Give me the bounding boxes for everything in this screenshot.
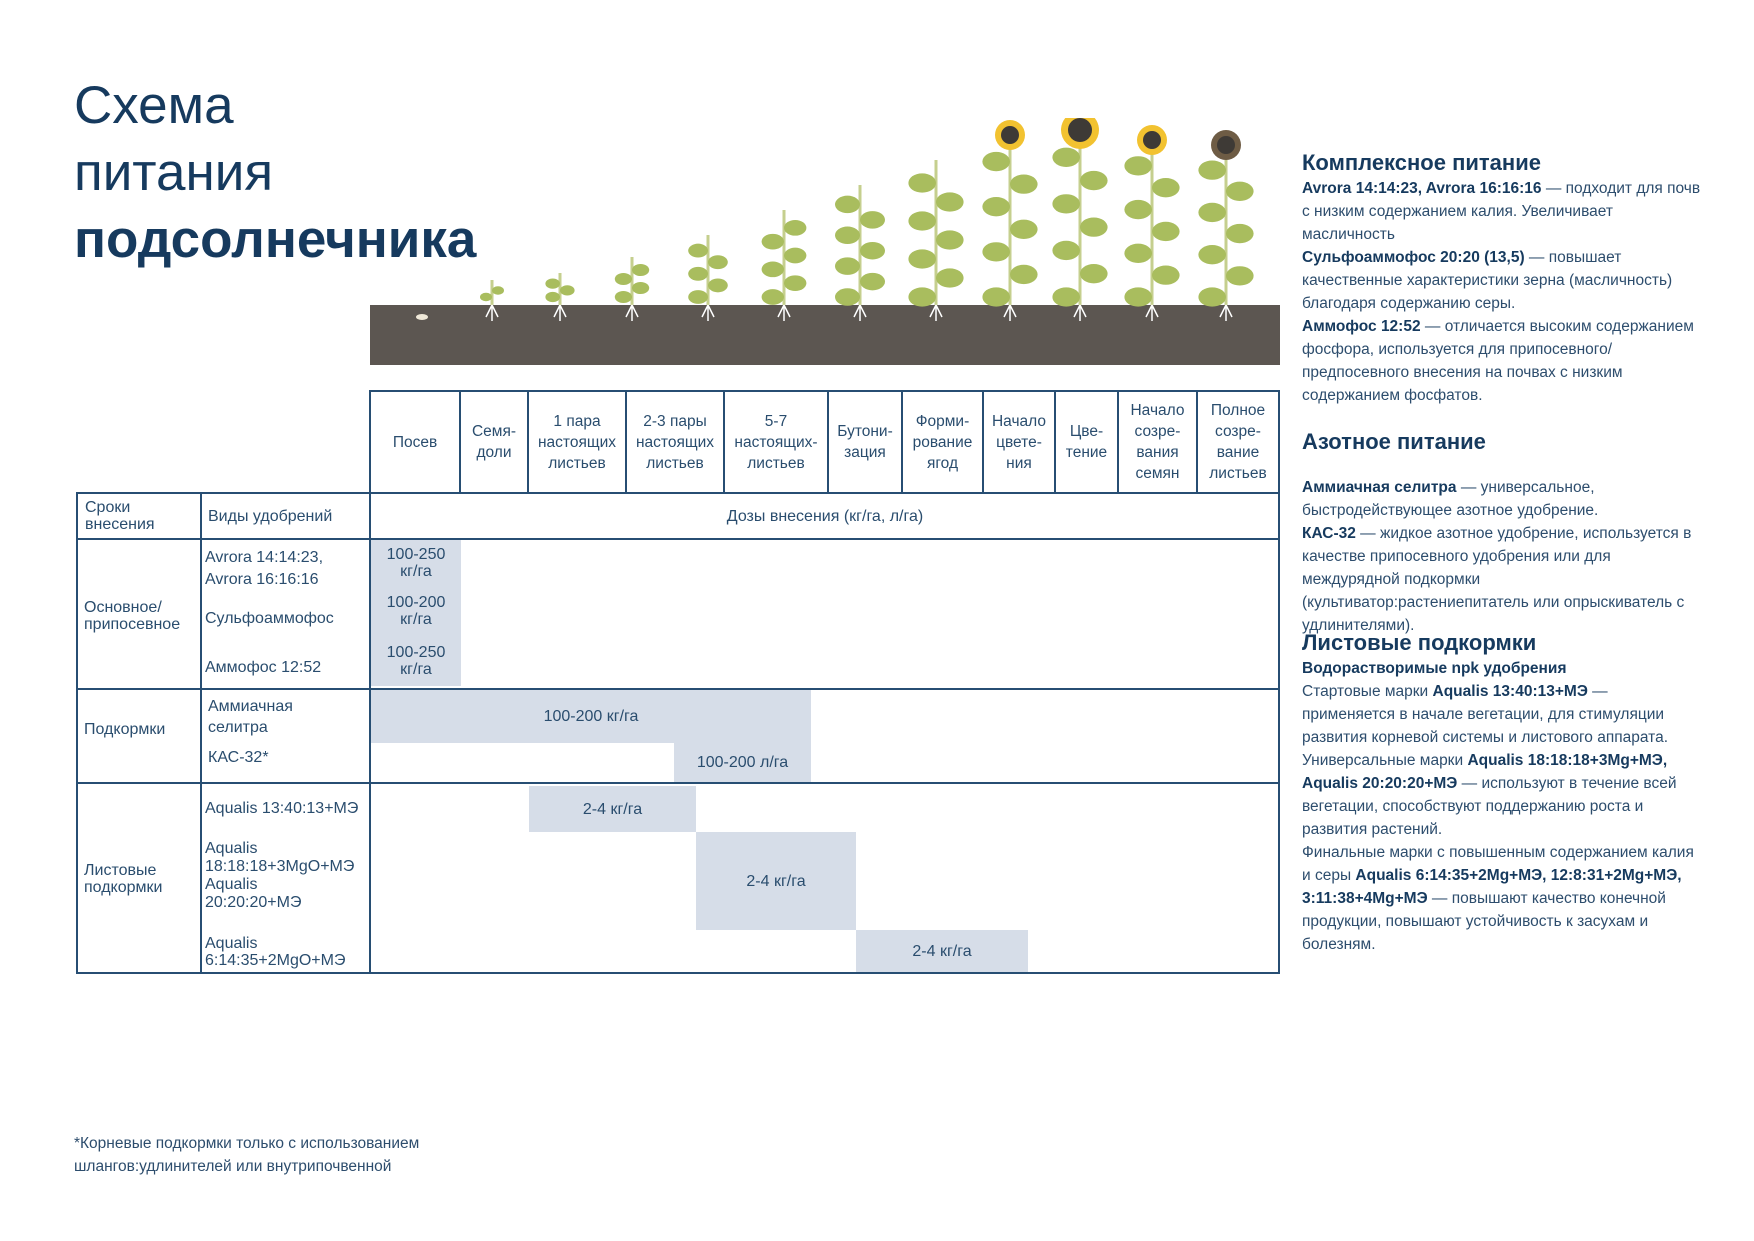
foliar-p2: Универсальные марки Aqualis 18:18:18+3Mg+МЭ, Aqualis 20:20:20+МЭ — используют в течение всей вегетации, способствуют поддержанию роста и развития растений. — [1302, 752, 1677, 838]
title-line-2: питания — [74, 143, 274, 202]
dose-ammonium-nitrate: 100-200 кг/га — [371, 690, 811, 743]
sidebar-foliar — [1302, 629, 1702, 956]
foliar-heading: Листовые подкормки — [1302, 630, 1537, 655]
dose-aqualis-13-40-13: 2-4 кг/га — [529, 786, 696, 832]
stage-first-pair: 1 пара настоящих листьев — [537, 412, 617, 472]
complex-p2: Сульфоаммофос 20:20 (13,5) — повышает качественные характеристики зерна (масличность) благодаря содержанию серы. — [1302, 249, 1673, 312]
dose-kas-32: 100-200 л/га — [674, 743, 811, 782]
stage-budding: Бутони- зация — [837, 423, 893, 461]
foliar-p3: Финальные марки с повышенным содержанием калия и серы Aqualis 6:14:35+2Mg+МЭ, 12:8:31+2Mg+МЭ, 3:11:38+4Mg+МЭ — повышают качество конечной продукции, повышают устойчивость к засухам и болезням. — [1302, 844, 1694, 953]
complex-heading: Комплексное питание — [1302, 150, 1541, 175]
fertilizer-avrora: Avrora 14:14:23, Avrora 16:16:16 — [205, 549, 324, 588]
dose-ammophos: 100-250 кг/га — [371, 636, 461, 686]
header-doses: Дозы внесения (кг/га, л/га) — [726, 507, 924, 525]
dose-aqualis-18-20: 2-4 кг/га — [696, 832, 856, 930]
fertilizer-kas-32: КАС-32* — [208, 749, 269, 766]
foliar-p1: Стартовые марки Aqualis 13:40:13+МЭ — применяется в начале вегетации, для стимуляции развития корневой системы и листового аппарата. — [1302, 683, 1669, 746]
plant-stage-11-icon — [1198, 130, 1253, 321]
stage-flowering-start: Начало цвете- ния — [991, 412, 1046, 472]
stage-cotyledons: Семя- доли — [471, 423, 517, 461]
plant-stage-5-icon — [762, 210, 807, 321]
dose-avrora: 100-250 кг/га — [371, 540, 461, 586]
complex-p3: Аммофос 12:52 — отличается высоким содержанием фосфора, используется для припосевного/ предпосевного внесения на почвах с низким содержанием фосфатов. — [1302, 318, 1694, 404]
sidebar-nitrogen — [1302, 428, 1702, 637]
nitrogen-p2: КАС-32 — жидкое азотное удобрение, используется в качестве припосевного удобрения или для междурядной подкормки (культиватор:растениепитатель или опрыскиватель с удлинителями). — [1302, 525, 1692, 634]
fertilizer-aqualis-18-20: Aqualis 18:18:18+3MgO+МЭ Aqualis 20:20:20+МЭ — [205, 840, 355, 911]
sidebar-complex — [1302, 149, 1702, 407]
fertilizer-aqualis-6-14-35: Aqualis 6:14:35+2MgO+МЭ — [205, 935, 346, 969]
stage-pairs-2-3: 2-3 пары настоящих листьев — [635, 412, 715, 472]
group-feeding: Подкормки — [84, 721, 166, 738]
stage-full-ripening: Полное созре- вание листьев — [1209, 402, 1267, 482]
stage-formation: Форми- рование ягод — [912, 412, 973, 472]
title-line-3: подсолнечника — [74, 210, 477, 269]
dose-aqualis-6-14-35: 2-4 кг/га — [856, 930, 1028, 972]
header-types: Виды удобрений — [208, 507, 333, 525]
seed-icon — [416, 314, 428, 320]
plant-stage-8-icon — [982, 120, 1037, 321]
stage-sowing: Посев — [392, 433, 438, 451]
fertilizer-sulfoammophos: Сульфоаммофос — [205, 610, 334, 627]
plant-stage-9-icon — [1052, 118, 1107, 321]
group-basic: Основное/ припосевное — [84, 599, 181, 633]
plant-stage-10-icon — [1124, 125, 1179, 321]
stage-ripening-start: Начало созре- вания семян — [1130, 402, 1185, 482]
title-line-1: Схема — [74, 76, 234, 135]
nitrogen-heading: Азотное питание — [1302, 429, 1486, 454]
nitrogen-p1: Аммиачная селитра — универсальное, быстродействующее азотное удобрение. — [1302, 479, 1599, 519]
group-foliar: Листовые подкормки — [84, 862, 163, 896]
stage-leaves-5-7: 5-7 настоящих- листьев — [734, 412, 818, 472]
fertilizer-ammophos: Аммофос 12:52 — [205, 659, 322, 676]
footnote: *Корневые подкормки только с использованием шлангов:удлинителей или внутрипочвенной — [74, 1135, 420, 1175]
dose-sulfoammophos: 100-200 кг/га — [371, 586, 461, 636]
soil-strip — [370, 305, 1280, 365]
plant-stage-7-icon — [908, 160, 963, 321]
complex-p1: Avrora 14:14:23, Avrora 16:16:16 — подходит для почв с низким содержанием калия. Увеличивает масличность — [1302, 180, 1701, 243]
foliar-subheading: Водорастворимые npk удобрения — [1302, 660, 1567, 677]
fertilizer-ammonium-nitrate: Аммиачная селитра — [208, 698, 293, 736]
growth-stages-illustration — [370, 118, 1280, 368]
fertilizer-aqualis-13-40-13: Aqualis 13:40:13+МЭ — [205, 800, 359, 817]
stage-flowering: Цве- тение — [1065, 423, 1108, 461]
header-timing: Сроки внесения — [85, 499, 155, 533]
plant-stage-6-icon — [835, 185, 885, 321]
